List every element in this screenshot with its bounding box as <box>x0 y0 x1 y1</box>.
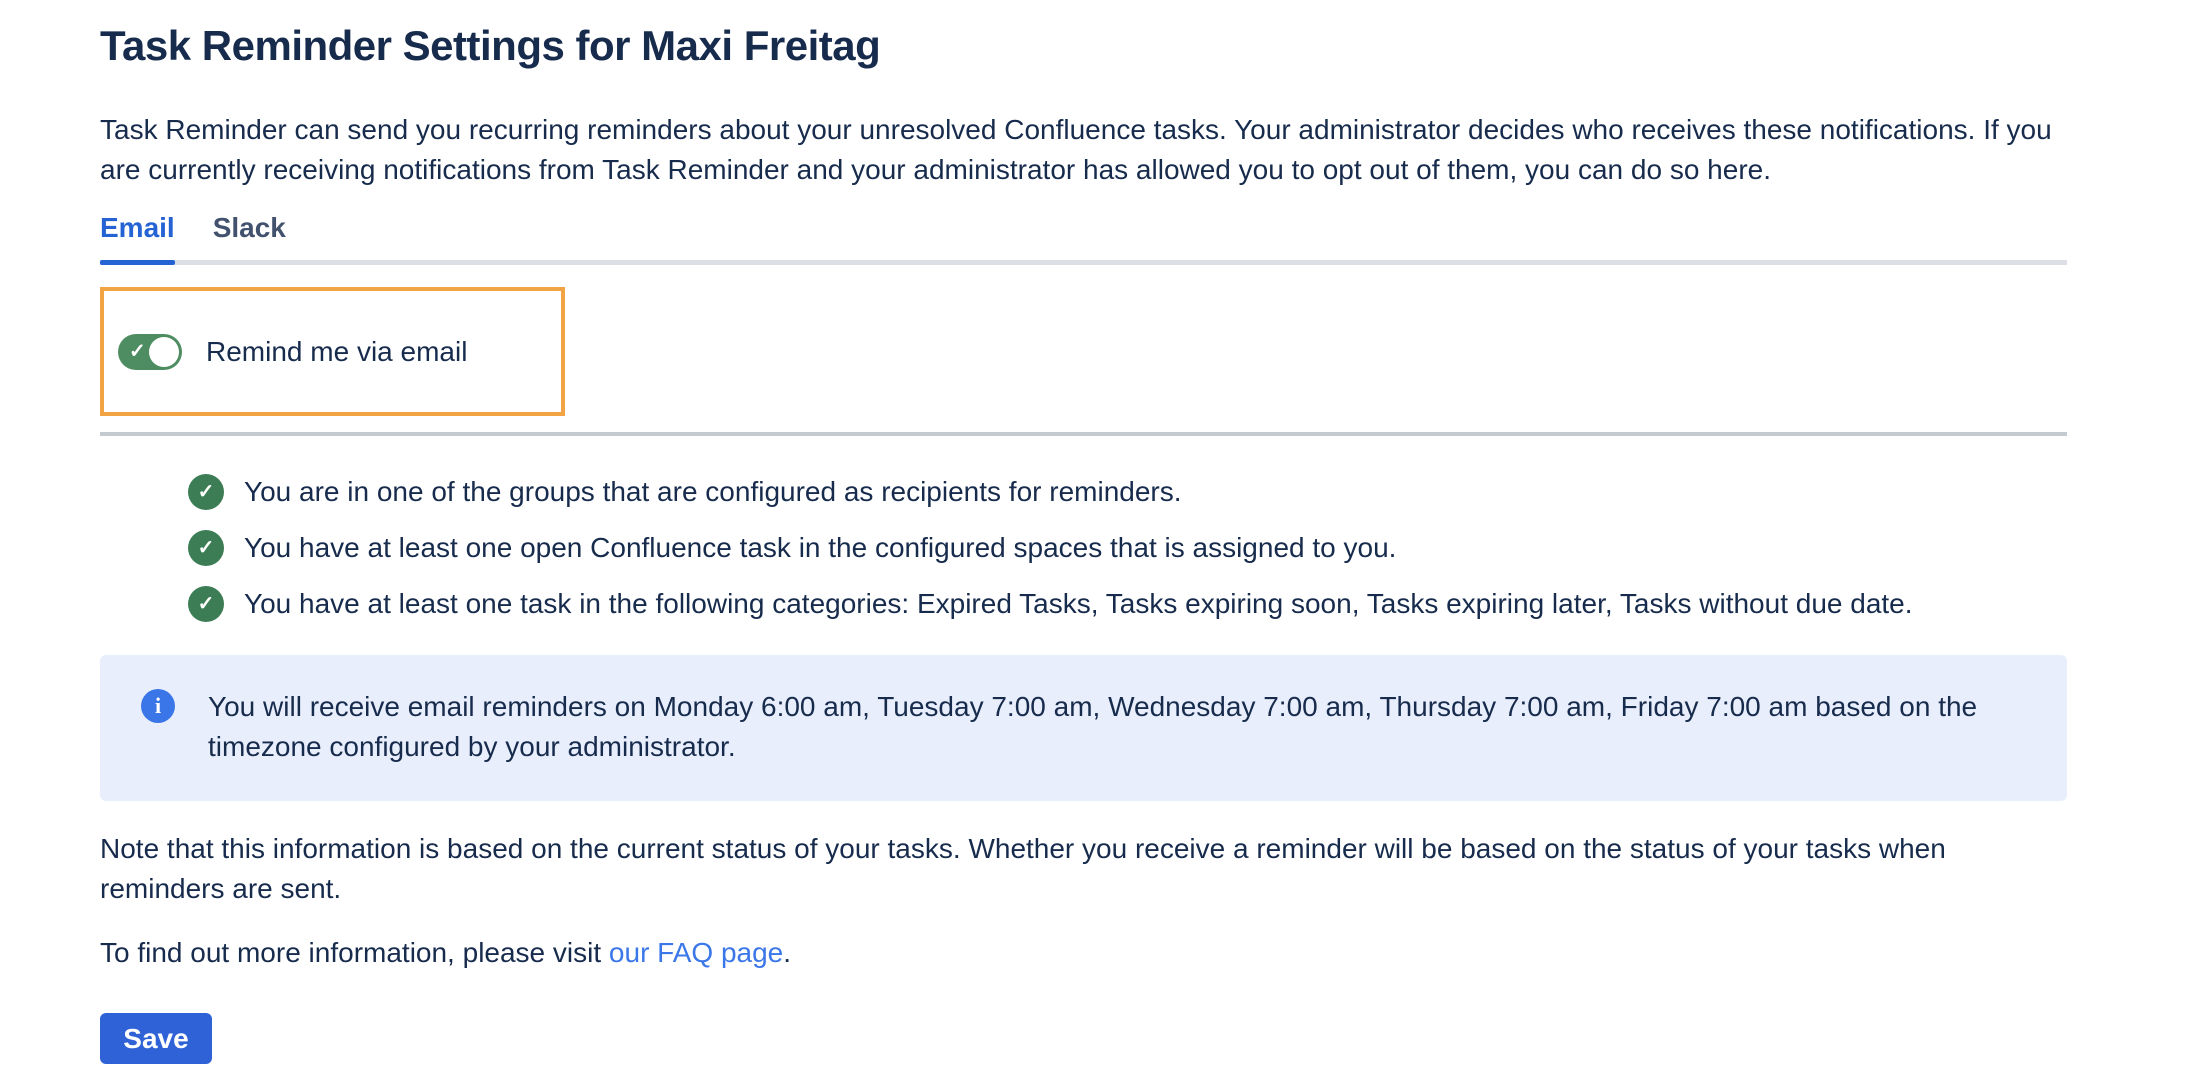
check-text: You have at least one task in the following categories: Expired Tasks, Tasks expiring soon, Tasks expiring later, Tasks without due date. <box>244 588 1913 619</box>
list-item <box>188 530 2067 566</box>
save-button-label: Save <box>123 1022 189 1054</box>
status-note: Note that this information is based on the current status of your tasks. Whether you receive a reminder will be based on the status of your tasks when reminders are sent. <box>100 833 1946 904</box>
tab-slack-label: Slack <box>212 212 286 243</box>
page-description: Task Reminder can send you recurring reminders about your unresolved Confluence tasks. Your administrator decides who receives these notifications. If you are currently receiving notifications from Task Reminder and your administrator has allowed you to opt out of them, you can do so here. <box>100 114 2052 185</box>
section-divider <box>100 432 2067 436</box>
check-text: You are in one of the groups that are configured as recipients for reminders. <box>244 476 1182 507</box>
info-panel-text: You will receive email reminders on Monday 6:00 am, Tuesday 7:00 am, Wednesday 7:00 am, Thursday 7:00 am, Friday 7:00 am based on the timezone configured by your administrator. <box>208 691 1978 762</box>
check-circle-icon: ✓ <box>188 530 224 566</box>
faq-suffix: . <box>783 937 792 968</box>
tab-slack[interactable] <box>213 212 286 260</box>
tab-email-label: Email <box>100 212 175 243</box>
info-icon: i <box>141 689 175 723</box>
remind-via-email-highlight-box <box>100 287 565 416</box>
list-item <box>188 586 2067 622</box>
faq-prefix: To find out more information, please visit <box>100 937 609 968</box>
faq-sentence <box>100 937 2067 969</box>
remind-via-email-toggle[interactable] <box>118 334 182 370</box>
tab-email[interactable] <box>100 212 175 260</box>
save-button[interactable] <box>100 1013 212 1064</box>
task-reminder-settings-page <box>100 0 2067 1064</box>
toggle-label: Remind me via email <box>206 335 468 367</box>
reminder-schedule-info-panel <box>100 655 2067 801</box>
check-text: You have at least one open Confluence task in the configured spaces that is assigned to you. <box>244 532 1397 563</box>
toggle-knob <box>149 337 179 367</box>
page-title: Task Reminder Settings for Maxi Freitag <box>100 22 881 69</box>
check-circle-icon: ✓ <box>188 474 224 510</box>
channel-tabbar <box>100 212 2067 265</box>
list-item <box>188 474 2067 510</box>
toggle-check-icon: ✓ <box>129 340 146 363</box>
faq-link[interactable]: our FAQ page <box>608 937 784 968</box>
check-circle-icon: ✓ <box>188 586 224 622</box>
status-check-list <box>100 474 2067 622</box>
